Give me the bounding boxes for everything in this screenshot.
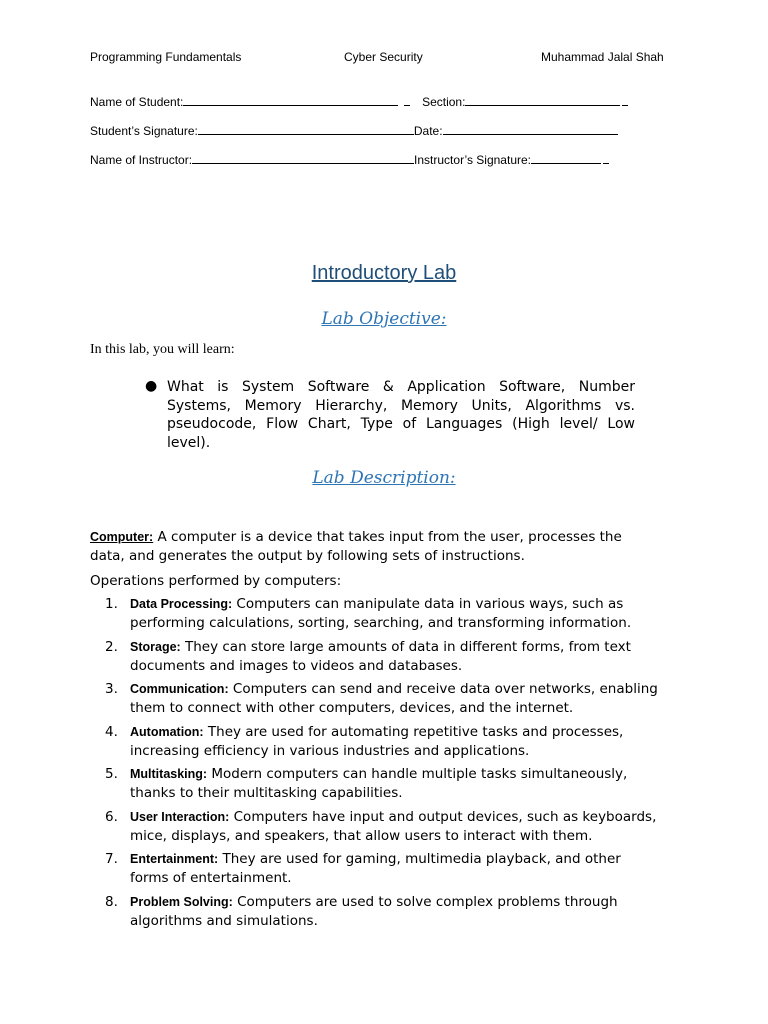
header-author: Muhammad Jalal Shah (541, 50, 664, 64)
list-number: 6. (105, 808, 118, 825)
list-item (100, 850, 660, 888)
instructor-signature-label: Instructor’s Signature: (414, 153, 531, 167)
list-number: 8. (105, 893, 118, 910)
student-name-field[interactable] (183, 93, 398, 106)
underline-gap (404, 93, 410, 106)
student-signature-field[interactable] (198, 122, 414, 135)
student-name-label: Name of Student: (90, 95, 184, 109)
list-text: They are used for automating repetitive tasks and processes, increasing efficiency in various industries and applications. (130, 723, 624, 759)
list-item (100, 723, 660, 761)
list-number: 2. (105, 638, 118, 655)
objective-heading: Lab Objective: (321, 309, 447, 329)
header-course: Programming Fundamentals (90, 50, 242, 64)
list-term: Communication: (130, 682, 229, 696)
list-text: Computers have input and output devices, such as keyboards, mice, displays, and speakers, that allow users to interact with them. (130, 808, 657, 844)
form-row-student (90, 93, 628, 109)
instructor-name-label: Name of Instructor: (90, 153, 193, 167)
underline-gap (622, 93, 628, 106)
list-item (100, 680, 660, 718)
objective-bullet-text: What is System Software & Application Software, Number Systems, Memory Hierarchy, Memory Units, Algorithms vs. pseudocode, Flow Chart, Type of Languages (High level/ Low level). (167, 379, 635, 451)
list-term: Storage: (130, 639, 181, 654)
header-program: Cyber Security (344, 50, 423, 64)
list-text: Computers are used to solve complex problems through algorithms and simulations. (130, 893, 618, 929)
list-term: Problem Solving: (130, 894, 233, 909)
list-text: Computers can send and receive data over networks, enabling them to connect with other computers, devices, and the internet. (130, 681, 658, 716)
list-item (100, 638, 660, 676)
list-number: 1. (105, 596, 118, 612)
bullet-dot-icon: ● (145, 378, 158, 394)
computer-text: A computer is a device that takes input from the user, processes the data, and generates the output by following sets of instructions. (90, 529, 622, 564)
list-text: Modern computers can handle multiple tasks simultaneously, thanks to their multitasking capabilities. (130, 766, 628, 801)
instructor-signature-field[interactable] (531, 151, 601, 164)
form-row-instructor (90, 151, 609, 167)
computer-definition (90, 528, 650, 566)
list-item (100, 893, 660, 931)
list-number: 7. (105, 851, 118, 867)
date-label: Date: (413, 124, 443, 138)
list-text: Computers can manipulate data in various ways, such as performing calculations, sorting, searching, and transforming information. (130, 596, 632, 631)
list-number: 5. (105, 766, 118, 782)
operations-list (100, 595, 660, 935)
list-term: Data Processing: (130, 597, 233, 611)
list-item (100, 765, 660, 803)
description-heading: Lab Description: (312, 468, 456, 488)
computer-term: Computer: (90, 530, 154, 544)
instructor-name-field[interactable] (192, 151, 414, 164)
list-number: 4. (105, 723, 118, 740)
list-term: Entertainment: (130, 852, 219, 866)
list-text: They are used for gaming, multimedia playback, and other forms of entertainment. (130, 851, 621, 886)
operations-intro: Operations performed by computers: (90, 573, 342, 589)
date-field[interactable] (443, 122, 618, 135)
section-label: Section: (422, 95, 466, 109)
list-number: 3. (105, 681, 118, 697)
list-text: They can store large amounts of data in different forms, from text documents and images to videos and databases. (130, 638, 631, 674)
page-title: Introductory Lab (311, 262, 457, 284)
form-row-signature (90, 122, 618, 138)
list-term: Automation: (130, 724, 204, 739)
section-field[interactable] (465, 93, 620, 106)
objective-intro: In this lab, you will learn: (90, 342, 235, 357)
list-term: Multitasking: (130, 767, 208, 781)
underline-gap (603, 151, 609, 164)
list-term: User Interaction: (130, 809, 230, 824)
student-signature-label: Student’s Signature: (90, 124, 198, 138)
list-item (100, 808, 660, 846)
list-item (100, 595, 660, 633)
